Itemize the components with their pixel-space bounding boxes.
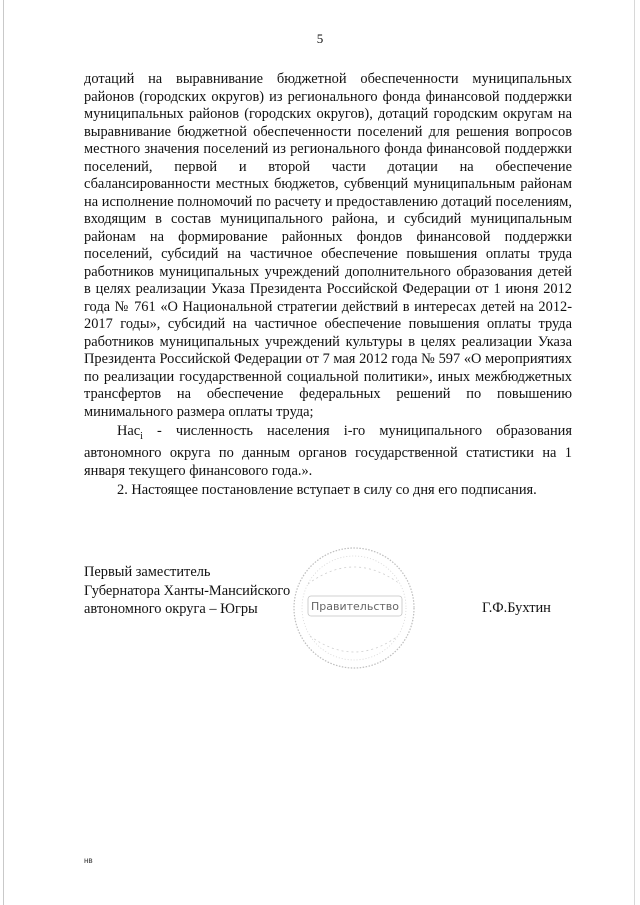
population-symbol: Нас (117, 423, 141, 439)
paragraph-effective-date: 2. Настоящее постановление вступает в силу со дня его подписания. (117, 482, 537, 499)
signatory-name: Г.Ф.Бухтин (482, 600, 551, 616)
scan-edge-right (634, 0, 635, 905)
population-symbol-subscript: i (140, 430, 143, 442)
document-body (84, 71, 572, 500)
position-line: Первый заместитель (84, 564, 211, 580)
population-definition-text: - численность населения i-го муниципального образования автономного округа по данным органов государственной статистики на 1 января текущего финансового года.». (84, 423, 572, 479)
position-line: Губернатора Ханты-Мансийского (84, 582, 291, 599)
scan-edge-left (3, 0, 4, 905)
signatory-position (84, 563, 290, 619)
executor-code: нв (84, 856, 93, 865)
seal-stamp (286, 540, 422, 676)
page-number: 5 (316, 31, 324, 46)
paragraph-subsidies-list: дотаций на выравнивание бюджетной обеспеченности муниципальных районов (городских округов) из регионального фонда финансовой поддержки муниципальных районов (городских округов), дотаций городским округам на выравнивание бюджетной обеспеченности поселений для решения вопросов местного значения поселений из регионального фонда финансовой поддержки поселений, первой и второй части дотации на обеспечение сбалансированности местных бюджетов, субвенций муниципальным районам на исполнение полномочий по расчету и предоставлению дотаций поселениям, входящим в состав муниципального района, и субсидий муниципальным районам на формирование районных фондов финансовой поддержки поселений, субсидий на частичное обеспечение повышения оплаты труда работников муниципальных учреждений дополнительного образования детей в целях реализации Указа Президента Российской Федерации от 1 июня 2012 года № 761 «О Национальной стратегии действий в интересах детей на 2012-2017 годы», субсидий на частичное обеспечение повышения оплаты труда работников муниципальных учреждений культуры в целях реализации Указа Президента Российской Федерации от 7 мая 2012 года № 597 «О мероприятиях по реализации государственной социальной политики», иных межбюджетных трансфертов на обеспечение федеральных решений по повышению минимального размера оплаты труда; (84, 71, 572, 420)
paragraph-population-definition (84, 423, 572, 480)
stamp-text: Правительство (311, 600, 399, 613)
position-line: автономного округа – Югры (84, 601, 258, 617)
